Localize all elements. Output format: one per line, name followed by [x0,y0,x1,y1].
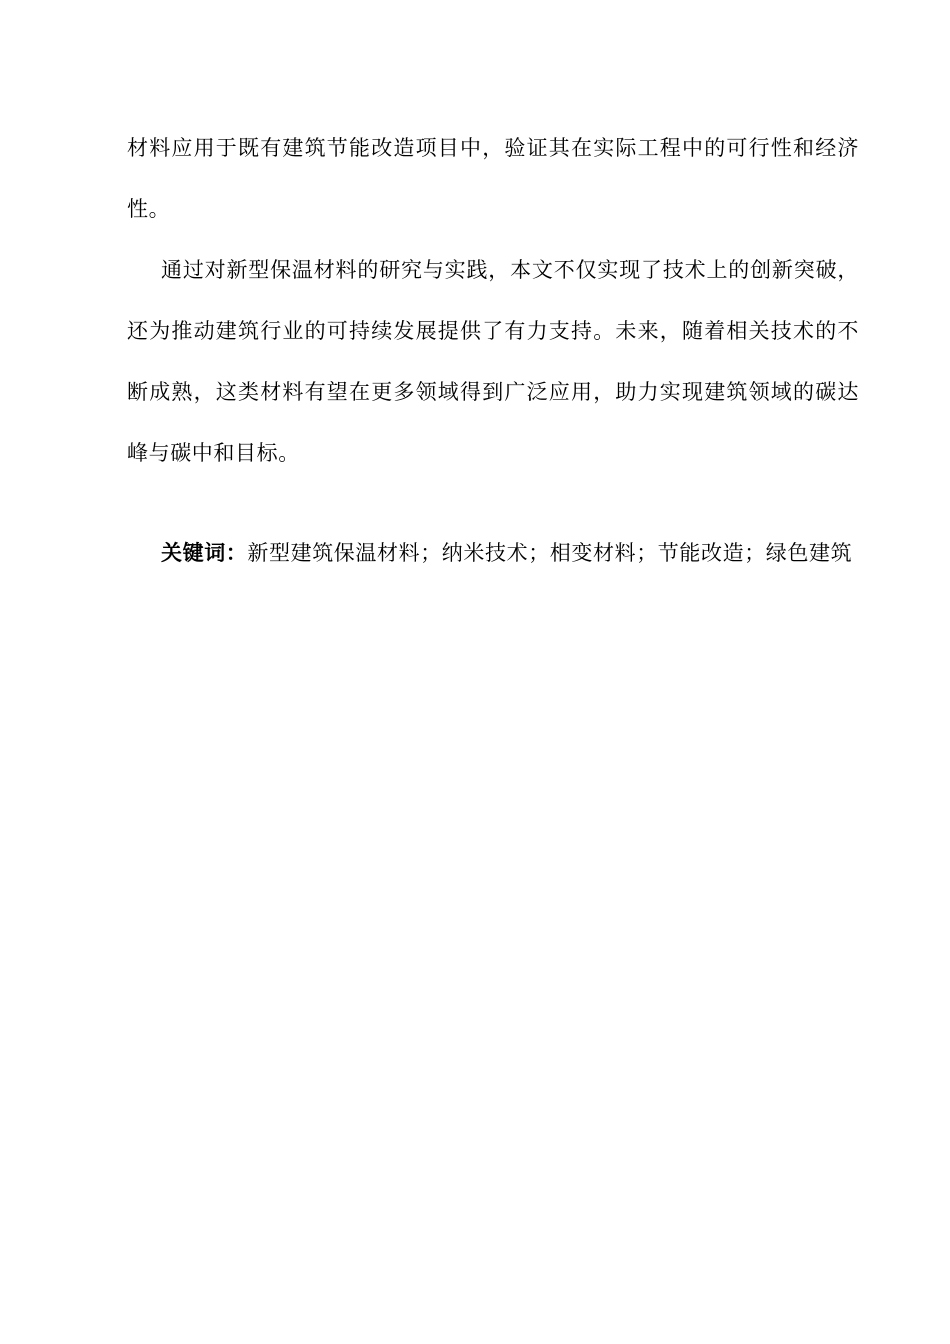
paragraph-continuation: 材料应用于既有建筑节能改造项目中，验证其在实际工程中的可行性和经济性。 [127,136,859,221]
paragraph-conclusion: 通过对新型保温材料的研究与实践，本文不仅实现了技术上的创新突破，还为推动建筑行业的可持续发展提供了有力支持。未来，随着相关技术的不断成熟，这类材料有望在更多领域得到广泛应用，助力实现建筑领域的碳达峰与碳中和目标。 [127,258,859,465]
keywords-label: 关键词： [161,540,248,565]
keywords-text: 新型建筑保温材料；纳米技术；相变材料；节能改造；绿色建筑 [247,541,853,565]
keywords-line [127,522,859,584]
document-body [127,118,859,584]
